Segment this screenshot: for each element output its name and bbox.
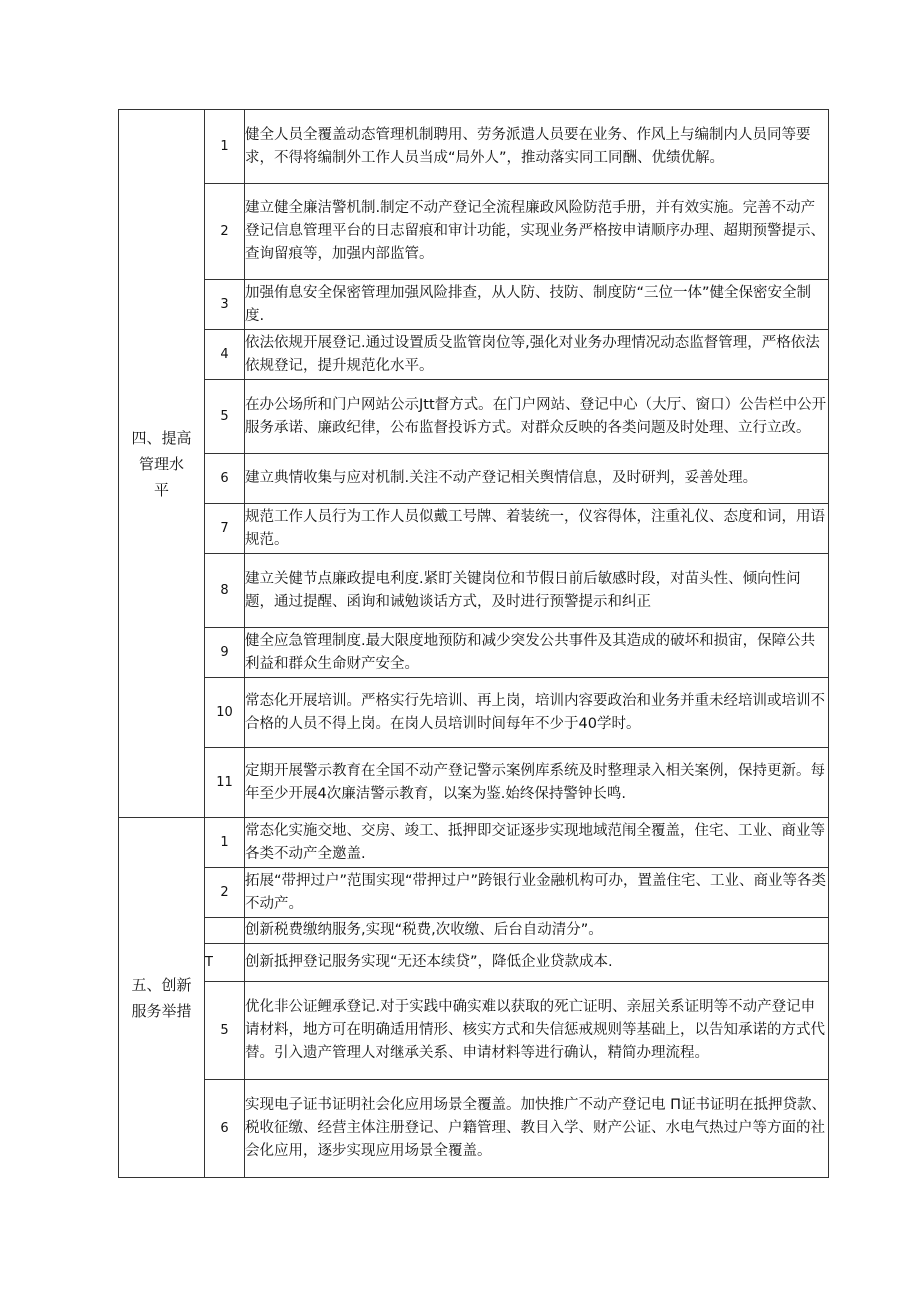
table-row	[119, 818, 829, 868]
table-row	[119, 380, 829, 454]
item-number: 10	[205, 678, 245, 748]
item-number: T	[205, 944, 245, 982]
item-text: 常态化开展培训。严格实行先培训、再上岗，培训内容要政治和业务并重未经培训或培训不合格的人员不得上岗。在岗人员培训时间每年不少于40学时。	[245, 678, 829, 748]
item-text: 依法依规开展登记.通过设置质殳监管岗位等,强化对业务办理情况动态监督管理，严格依法依规登记，提升规范化水平。	[245, 330, 829, 380]
item-number: 5	[205, 380, 245, 454]
item-number: 1	[205, 110, 245, 184]
item-number: 2	[205, 868, 245, 918]
table-row	[119, 678, 829, 748]
item-number: 2	[205, 184, 245, 280]
item-text: 常态化实施交地、交房、竣工、抵押即交证逐步实现地域范闱全覆盖，住宅、工业、商业等各类不动产全邀盖.	[245, 818, 829, 868]
item-number: 9	[205, 628, 245, 678]
table-row	[119, 330, 829, 380]
item-number: 4	[205, 330, 245, 380]
item-text: 优化非公证鲤承登记.对于实践中确实难以获取的死亡证明、亲屈关系证明等不动产登记申请材料，地方可在明确适用情形、核实方式和失信惩戒规则等基础上，以告知承诺的方式代替。引入遗产管理人对继承关系、申请材料等进行确认，精简办理流程。	[245, 982, 829, 1080]
measures-table	[118, 109, 829, 1178]
table-row	[119, 748, 829, 818]
table-row	[119, 454, 829, 504]
item-number	[205, 918, 245, 944]
item-number: 3	[205, 280, 245, 330]
table-row	[119, 628, 829, 678]
item-text: 实现电子证书证明社会化应用场景全覆盖。加快推广不动产登记电 Π证书证明在抵押贷款、税收征缴、经营主体注册登记、户籍管理、教目入学、财产公证、水电气热过户等方面的社会化应用，逐步实现应用场景全覆盖。	[245, 1080, 829, 1178]
table-row	[119, 110, 829, 184]
table-row	[119, 982, 829, 1080]
item-text: 健全应急管理制度.最大限度地预防和减少突发公共事件及其造成的破坏和损宙，保障公共利益和群众生命财产安全。	[245, 628, 829, 678]
item-text: 建立健全廉洁警机制.制定不动产登记全流程廉政风险防范手册，并有效实施。完善不动产登记信息管理平台的日志留痕和审计功能，实现业务严格按申请顺序办理、超期预警提示、查询留痕等，加强内部监管。	[245, 184, 829, 280]
table-row	[119, 504, 829, 554]
item-text: 规范工作人员行为工作人员似戴工号牌、着装统一，仪容得体，注重礼仪、态度和词，用语规范。	[245, 504, 829, 554]
item-text: 加强侑息安全保密管理加强风险排查，从人防、技防、制度防“三位一体”健全保密安全制度.	[245, 280, 829, 330]
item-text: 创新税费缴纳服务,实现“税费,次收缴、后台自动清分”。	[245, 918, 829, 944]
section-title-4: 四、提高 管理水 平	[119, 110, 205, 818]
section-title-5: 五、创新 服务举措	[119, 818, 205, 1178]
table-row	[119, 554, 829, 628]
table-row	[119, 1080, 829, 1178]
item-number: 6	[205, 454, 245, 504]
item-number: 1	[205, 818, 245, 868]
item-text: 拓展“带押过户”范围实现“带押过户”跨银行业金融机构可办，置盖住宅、工业、商业等各类不动产。	[245, 868, 829, 918]
item-text: 创新抵押登记服务实现“无还本续贷”，降低企业贷款成本.	[245, 944, 829, 982]
table-row	[119, 868, 829, 918]
item-number: 5	[205, 982, 245, 1080]
item-number: 7	[205, 504, 245, 554]
table-row	[119, 944, 829, 982]
item-text: 建立关健节点廉政提电利度.紧盯关键岗位和节假日前后敏感时段，对苗头性、倾向性问题，通过提醒、函询和诫勉谈话方式，及时进行预警提示和纠正	[245, 554, 829, 628]
item-number: 8	[205, 554, 245, 628]
table-row	[119, 184, 829, 280]
item-number: 11	[205, 748, 245, 818]
item-text: 建立典情收集与应对机制.关注不动产登记相关舆情信息，及时研判，妥善处理。	[245, 454, 829, 504]
item-text: 定期开展警示教育在全国不动产登记警示案例库系统及时整理录入相关案例，保持更新。每年至少开展4次廉洁警示教育，以案为鉴.始终保持警钟长鸣.	[245, 748, 829, 818]
table-row	[119, 918, 829, 944]
item-text: 在办公场所和门户网站公示Jtt督方式。在门户网站、登记中心（大厅、窗口）公告栏中公开服务承诺、廉政纪律，公布监督投诉方式。对群众反映的各类问题及时处理、立行立改。	[245, 380, 829, 454]
item-text: 健全人员全覆盖动态管理机制聘用、劳务派遣人员要在业务、作风上与编制内人员同等要求，不得将编制外工作人员当成“局外人”，推动落实同工同酬、优绩优解。	[245, 110, 829, 184]
table-row	[119, 280, 829, 330]
item-number: 6	[205, 1080, 245, 1178]
